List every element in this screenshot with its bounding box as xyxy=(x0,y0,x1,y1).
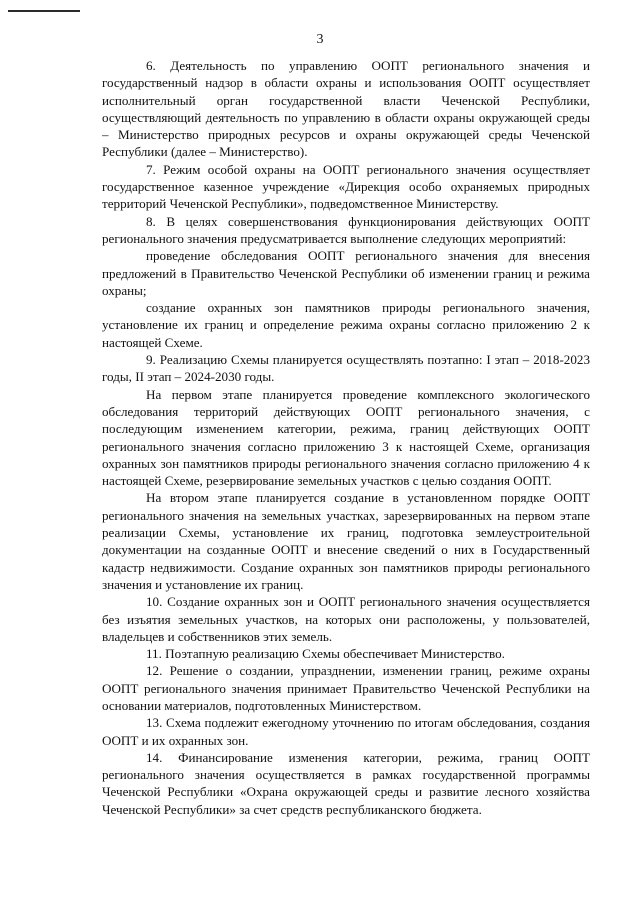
paragraph-9-stages: 9. Реализацию Схемы планируется осуществлять поэтапно: I этап – 2018-2023 годы, II этап – 2024-2030 годы. xyxy=(102,352,590,385)
paragraph-12-decision: 12. Решение о создании, упразднении, изменении границ, режиме охраны ООПТ регионального значения принимает Правительство Чеченской Республики на основании материалов, подготовленных Министерством. xyxy=(102,663,590,713)
stage-one-description: На первом этапе планируется проведение комплексного экологического обследования территорий действующих ООПТ регионального значения, с последующим изменением категории, режима, границ действующих ООПТ регионального значения согласно приложению 3 к настоящей Схеме, организация охранных зон памятников природы регионального значения согласно приложению 4 к настоящей Схеме, резервирование земельных участков с целью создания ООПТ. xyxy=(102,386,590,489)
document-body xyxy=(102,57,590,818)
stage-two-description: На втором этапе планируется создание в установленном порядке ООПТ регионального значения на земельных участках, зарезервированных на первом этапе реализации Схемы, установление их границ, подготовка землеустроительной документации на созданные ООПТ и внесение сведений о них в Государственный кадастр недвижимости. Создание охранных зон памятников природы регионального значения и установление их границ. xyxy=(102,490,590,592)
measure-buffer-zones: создание охранных зон памятников природы регионального значения, установление их границ и определение режима охраны согласно приложению 2 к настоящей Схеме. xyxy=(102,300,590,350)
paragraph-6-management: 6. Деятельность по управлению ООПТ регионального значения и государственный надзор в области охраны и использования ООПТ осуществляет исполнительный орган государственной власти Чеченской Республики, осуществляющий деятельность по управлению в области охраны окружающей среды – Министерство природных ресурсов и охраны окружающей среды Чеченской Республики (далее – Министерство). xyxy=(102,58,590,160)
page-number: 3 xyxy=(316,32,324,47)
paragraph-7-protection-regime: 7. Режим особой охраны на ООПТ регионального значения осуществляет государственное казенное учреждение «Дирекция особо охраняемых природных территорий Чеченской Республики», подведомственное Министерству. xyxy=(102,161,590,212)
paragraph-10-land-use: 10. Создание охранных зон и ООПТ регионального значения осуществляется без изъятия земельных участков, на которых они расположены, у пользователей, владельцев и собственников этих земель. xyxy=(102,594,590,644)
paragraph-14-financing: 14. Финансирование изменения категории, режима, границ ООПТ регионального значения осуществляется в рамках государственной программы Чеченской Республики «Охрана окружающей среды и развитие лесного хозяйства Чеченской Республики» за счет средств республиканского бюджета. xyxy=(102,749,590,817)
measure-survey: проведение обследования ООПТ регионального значения для внесения предложений в Правительство Чеченской Республики об изменении границ и режима охраны; xyxy=(102,248,590,298)
paragraph-11-implementation: 11. Поэтапную реализацию Схемы обеспечивает Министерство. xyxy=(146,646,505,662)
corner-line-mark xyxy=(8,10,80,12)
paragraph-13-annual-update: 13. Схема подлежит ежегодному уточнению по итогам обследования, создания ООПТ и их охранных зон. xyxy=(102,715,590,748)
paragraph-8-improvement-measures: 8. В целях совершенствования функционирования действующих ООПТ регионального значения предусматривается выполнение следующих мероприятий: xyxy=(102,213,590,246)
